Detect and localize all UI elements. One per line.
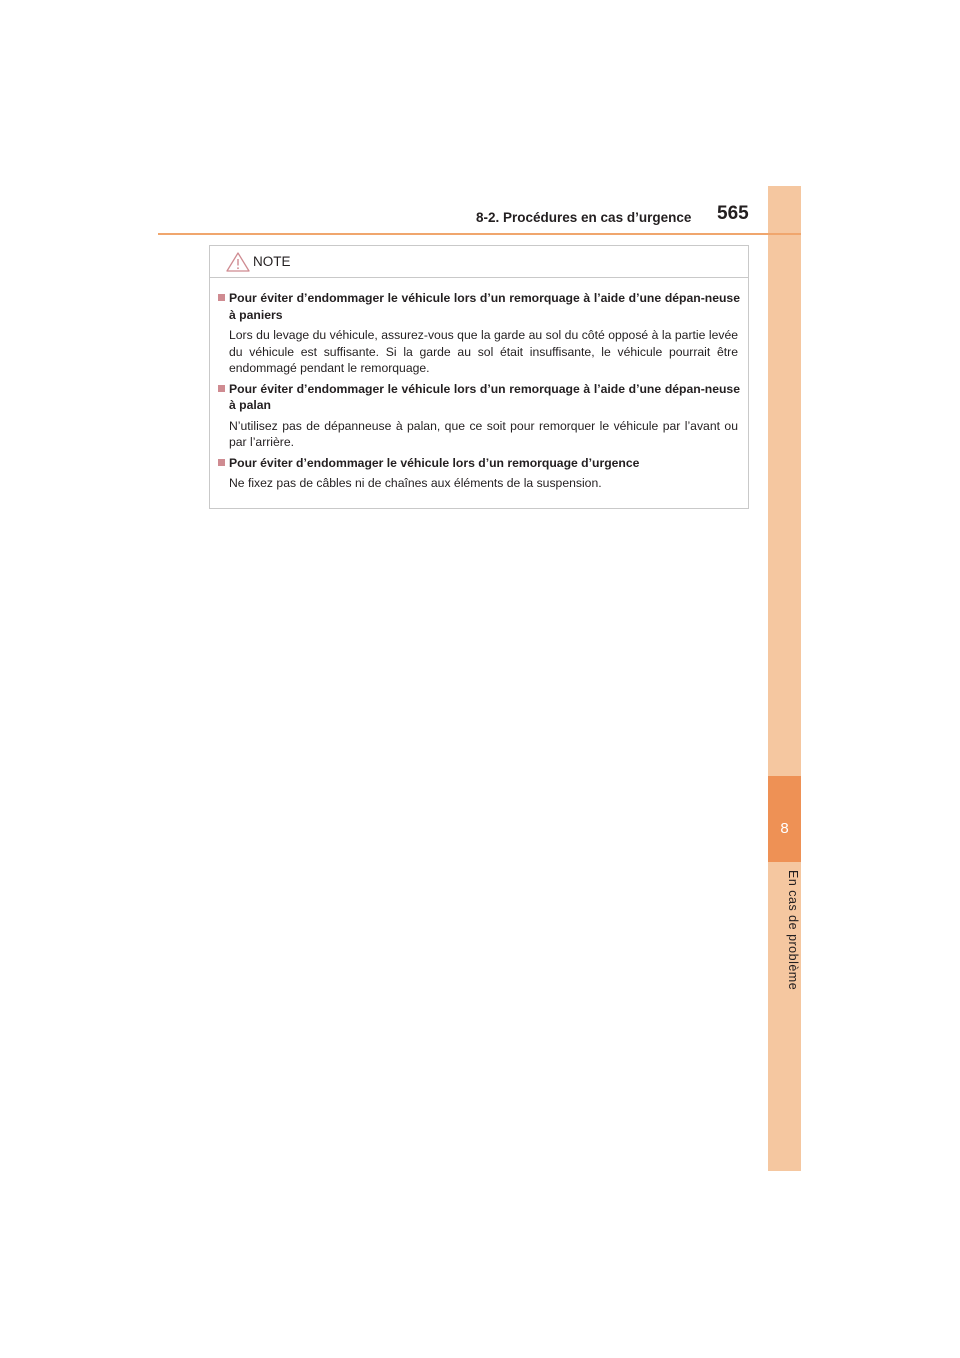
note-item: [218, 381, 740, 451]
section-title: 8-2. Procédures en cas d’urgence: [476, 210, 692, 225]
chapter-sidebar: [768, 186, 801, 1171]
page-number: 565: [717, 203, 749, 224]
note-item-text: Ne fixez pas de câbles ni de chaînes aux éléments de la suspension.: [229, 476, 602, 490]
bullet-square-icon: [218, 459, 225, 466]
chapter-tab: [768, 776, 801, 862]
bullet-square-icon: [218, 294, 225, 301]
note-item-title: Pour éviter d’endommager le véhicule lors d’un remorquage à l’aide d’une dépan-neuse à palan: [229, 381, 740, 412]
note-item: [218, 455, 740, 492]
note-label: NOTE: [253, 254, 291, 269]
note-body: [210, 278, 748, 492]
chapter-number: 8: [780, 820, 789, 837]
note-item: [218, 290, 740, 377]
note-item-text: N’utilisez pas de dépanneuse à palan, que ce soit pour remorquer le véhicule par l’avant ou par l’arrière.: [229, 418, 738, 449]
header-rule: [158, 233, 801, 235]
note-item-title: Pour éviter d’endommager le véhicule lors d’un remorquage à l’aide d’une dépan-neuse à paniers: [229, 291, 740, 322]
note-item-text: Lors du levage du véhicule, assurez-vous que la garde au sol du côté opposé à la partie levée du véhicule est suffisante. Si la garde au sol était insuffisante, le véhicule pourrait être endommagé pendant le remorquage.: [229, 328, 738, 375]
bullet-square-icon: [218, 385, 225, 392]
warning-triangle-icon: [226, 252, 250, 272]
note-box: [209, 245, 749, 509]
chapter-title: En cas de problème: [786, 870, 800, 991]
note-item-title: Pour éviter d’endommager le véhicule lors d’un remorquage d’urgence: [229, 455, 640, 470]
note-header: [210, 246, 748, 278]
